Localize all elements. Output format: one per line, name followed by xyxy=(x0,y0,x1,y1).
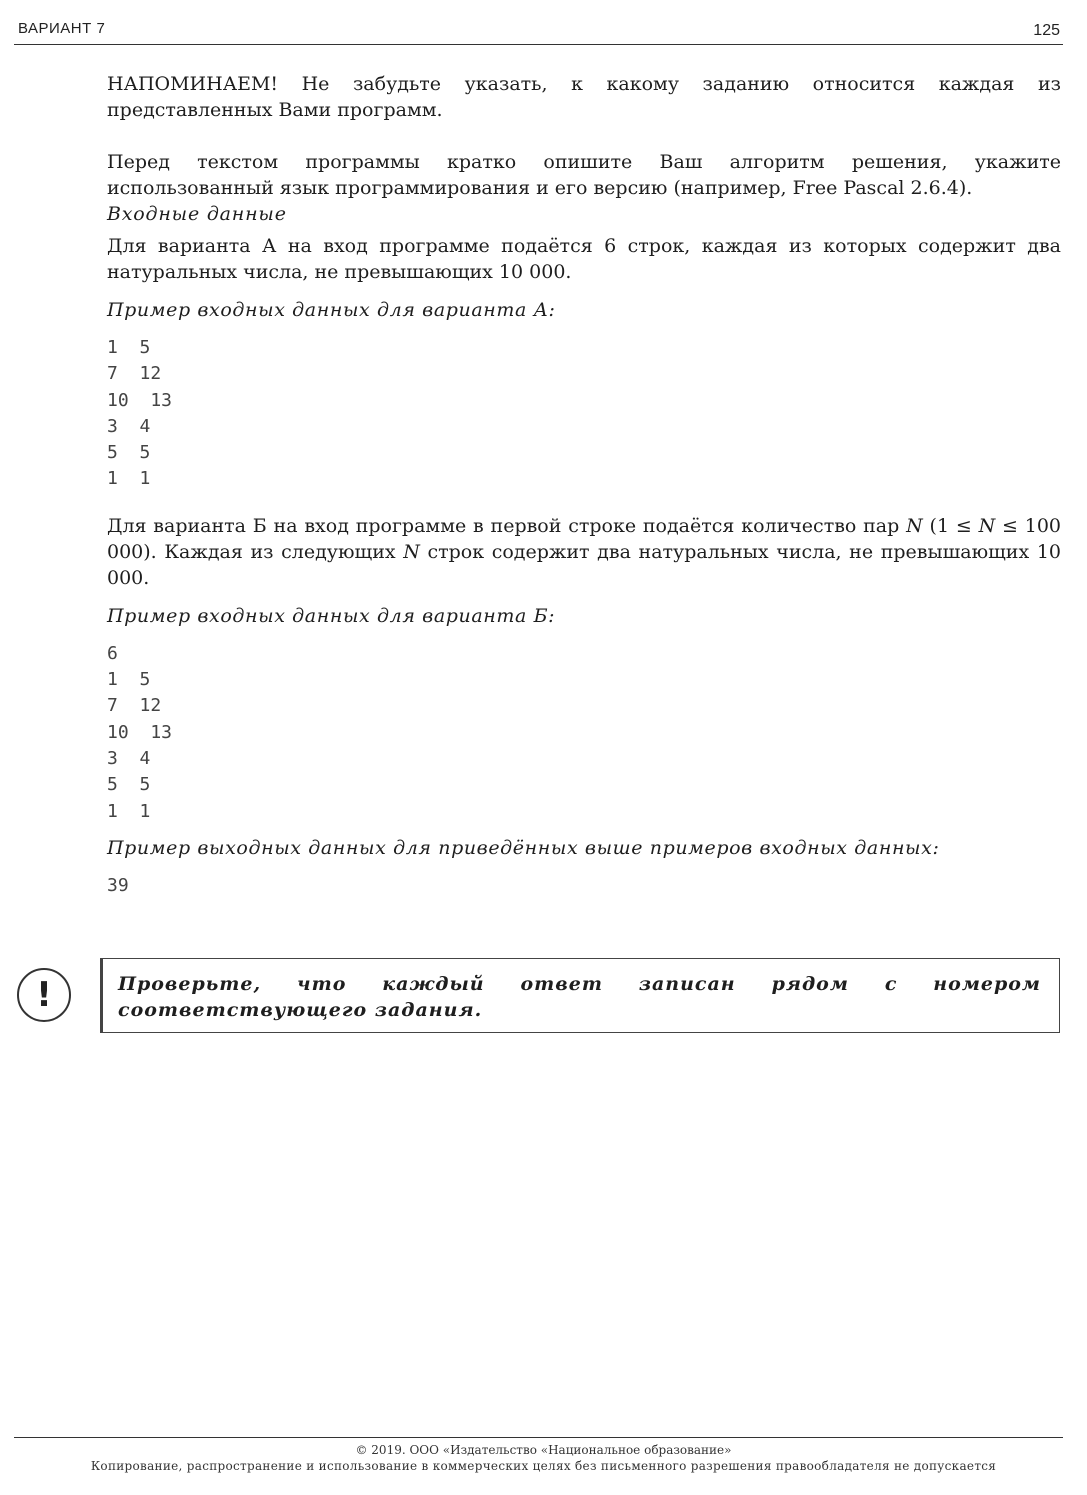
example-b-line: 5 5 xyxy=(107,774,151,796)
variant-b-desc-part: (1 ≤ xyxy=(922,514,979,537)
example-b-heading: Пример входных данных для варианта Б: xyxy=(107,604,556,627)
variant-a-description: Для варианта А на вход программе подаётся 6 строк, каждая из которых содержит два натуральных числа, не превышающих 10 000. xyxy=(107,235,1061,283)
output-value: 39 xyxy=(107,874,129,896)
intro-paragraph: Перед текстом программы кратко опишите Ваш алгоритм решения, укажите использованный язык программирования и его версию (например, Free Pascal 2.6.4). xyxy=(107,151,1061,199)
example-b-line: 6 xyxy=(107,642,118,664)
output-heading: Пример выходных данных для приведённых выше примеров входных данных: xyxy=(107,836,940,859)
example-b-line: 3 4 xyxy=(107,747,151,769)
variable-n: N xyxy=(978,514,996,537)
page-number: 125 xyxy=(1033,22,1060,39)
example-a-line: 3 4 xyxy=(107,415,151,437)
example-a-code xyxy=(107,335,1061,493)
header-divider xyxy=(14,44,1063,45)
reminder-note-text: Проверьте, что каждый ответ записан рядом с номером соответствующего задания. xyxy=(118,973,1041,1021)
example-b-line: 1 1 xyxy=(107,800,151,822)
footer-divider xyxy=(14,1437,1063,1438)
variant-b-desc-part: Для варианта Б на вход программе в первой строке подаётся количество пар xyxy=(107,514,907,537)
variable-n: N xyxy=(906,514,923,537)
example-b-line: 1 5 xyxy=(107,669,151,691)
variant-label: ВАРИАНТ 7 xyxy=(18,20,106,37)
reminder-paragraph: НАПОМИНАЕМ! Не забудьте указать, к какому заданию относится каждая из представленных Вами программ. xyxy=(107,73,1061,121)
main-content xyxy=(107,71,1061,899)
example-a-line: 10 13 xyxy=(107,389,173,411)
variable-n: N xyxy=(403,540,420,563)
variant-b-description xyxy=(107,513,1061,591)
footer-copyright: © 2019. ООО «Издательство «Национальное образование» xyxy=(355,1443,732,1457)
variant-b-desc-part: строк содержит два натуральных числа, не превышающих 10 000. xyxy=(107,540,1061,589)
example-a-heading: Пример входных данных для варианта А: xyxy=(107,299,556,321)
input-heading: Входные данные xyxy=(107,203,287,225)
example-a-line: 7 12 xyxy=(107,363,162,385)
exclamation-icon: ! xyxy=(17,968,71,1022)
footer-notice: Копирование, распространение и использование в коммерческих целях без письменного разрешения правообладателя не допускается xyxy=(90,1459,997,1473)
variant-b-desc-part: ≤ 100 000). Каждая из следующих xyxy=(107,514,1061,563)
example-a-line: 5 5 xyxy=(107,442,151,464)
example-b-line: 10 13 xyxy=(107,721,173,743)
reminder-note-box xyxy=(100,958,1060,1033)
example-a-line: 1 1 xyxy=(107,468,151,490)
example-a-line: 1 5 xyxy=(107,337,151,358)
example-b-code xyxy=(107,641,1061,825)
example-b-line: 7 12 xyxy=(107,695,162,717)
